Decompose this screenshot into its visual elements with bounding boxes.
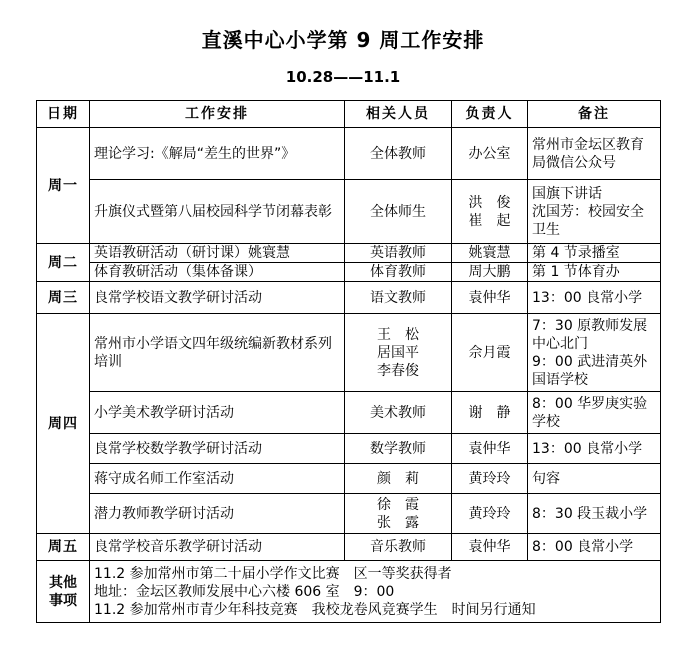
other-line: 11.2 参加常州市第二十届小学作文比赛 区一等奖获得者 [94, 565, 452, 582]
notes-cell: 第 4 节录播室 [528, 244, 661, 263]
table-row [37, 244, 661, 263]
people-cell: 全体师生 [345, 180, 452, 244]
people-cell: 体育教师 [345, 263, 452, 282]
person-name: 徐 霞 [377, 496, 419, 513]
lead-name: 崔 起 [468, 212, 511, 229]
note-line: 7：30 原教师发展中心北门 [532, 317, 648, 352]
lead-name: 洪 俊 [468, 194, 511, 211]
lead-cell: 袁仲华 [452, 534, 528, 561]
other-label-line: 事项 [49, 592, 77, 609]
lead-cell: 佘月霞 [452, 314, 528, 392]
day-label-monday: 周一 [37, 128, 90, 244]
table-row [37, 263, 661, 282]
table-row [37, 180, 661, 244]
task-cell: 体育教研活动（集体备课） [90, 263, 345, 282]
task-cell: 升旗仪式暨第八届校园科学节闭幕表彰 [90, 180, 345, 244]
task-cell: 蒋守成名师工作室活动 [90, 464, 345, 494]
people-cell [345, 494, 452, 534]
notes-cell: 常州市金坛区教育局微信公众号 [528, 128, 661, 180]
other-matters-content [90, 561, 661, 623]
header-row [37, 101, 661, 128]
notes-cell: 13：00 良常小学 [528, 434, 661, 464]
day-label-thursday: 周四 [37, 314, 90, 534]
task-cell: 英语教研活动（研讨课）姚寰慧 [90, 244, 345, 263]
table-row [37, 534, 661, 561]
notes-cell [528, 314, 661, 392]
day-label-friday: 周五 [37, 534, 90, 561]
people-cell [345, 314, 452, 392]
date-range: 10.28——11.1 [285, 68, 401, 86]
task-cell: 潜力教师教学研讨活动 [90, 494, 345, 534]
note-line: 沈国芳：校园安全卫生 [532, 203, 644, 238]
header-people: 相关人员 [345, 101, 452, 128]
person-name: 李春俊 [377, 362, 419, 379]
task-cell: 良常学校音乐教学研讨活动 [90, 534, 345, 561]
note-line: 9：00 武进清英外国语学校 [532, 353, 648, 388]
task-cell: 理论学习:《解局“差生的世界”》 [90, 128, 345, 180]
notes-cell: 第 1 节体育办 [528, 263, 661, 282]
table-row [37, 392, 661, 434]
lead-cell: 姚寰慧 [452, 244, 528, 263]
people-cell: 英语教师 [345, 244, 452, 263]
table-row [37, 314, 661, 392]
notes-cell: 8：30 段玉裁小学 [528, 494, 661, 534]
people-cell: 数学教师 [345, 434, 452, 464]
lead-cell: 袁仲华 [452, 282, 528, 314]
notes-cell: 8：00 良常小学 [528, 534, 661, 561]
notes-cell [528, 180, 661, 244]
lead-cell: 谢 静 [452, 392, 528, 434]
table-row [37, 128, 661, 180]
lead-cell: 办公室 [452, 128, 528, 180]
lead-cell: 袁仲华 [452, 434, 528, 464]
header-date: 日期 [37, 101, 90, 128]
header-notes: 备注 [528, 101, 661, 128]
note-line: 国旗下讲话 [532, 185, 602, 202]
lead-cell: 黄玲玲 [452, 464, 528, 494]
table-row [37, 464, 661, 494]
person-name: 居国平 [377, 344, 419, 361]
day-label-tuesday: 周二 [37, 244, 90, 282]
people-cell: 颜 莉 [345, 464, 452, 494]
day-label-wednesday: 周三 [37, 282, 90, 314]
other-line: 地址：金坛区教师发展中心六楼 606 室 9：00 [94, 583, 395, 600]
task-cell: 小学美术教学研讨活动 [90, 392, 345, 434]
task-cell: 良常学校语文教学研讨活动 [90, 282, 345, 314]
notes-cell: 13：00 良常小学 [528, 282, 661, 314]
task-cell: 良常学校数学教学研讨活动 [90, 434, 345, 464]
lead-cell: 周大鹏 [452, 263, 528, 282]
lead-cell [452, 180, 528, 244]
people-cell: 音乐教师 [345, 534, 452, 561]
other-label-line: 其他 [49, 574, 77, 591]
other-matters-row [37, 561, 661, 623]
table-row [37, 282, 661, 314]
notes-cell: 8：00 华罗庚实验学校 [528, 392, 661, 434]
people-cell: 语文教师 [345, 282, 452, 314]
notes-cell: 句容 [528, 464, 661, 494]
people-cell: 全体教师 [345, 128, 452, 180]
person-name: 张 露 [377, 514, 419, 531]
table-row [37, 494, 661, 534]
page-title: 直溪中心小学第 9 周工作安排 [201, 28, 485, 52]
header-lead: 负责人 [452, 101, 528, 128]
header-task: 工作安排 [90, 101, 345, 128]
schedule-table [36, 100, 661, 623]
people-cell: 美术教师 [345, 392, 452, 434]
task-cell: 常州市小学语文四年级统编新教材系列培训 [90, 314, 345, 392]
other-matters-label [37, 561, 90, 623]
table-row [37, 434, 661, 464]
person-name: 王 松 [377, 326, 419, 343]
other-line: 11.2 参加常州市青少年科技竞赛 我校龙卷风竞赛学生 时间另行通知 [94, 601, 536, 618]
lead-cell: 黄玲玲 [452, 494, 528, 534]
